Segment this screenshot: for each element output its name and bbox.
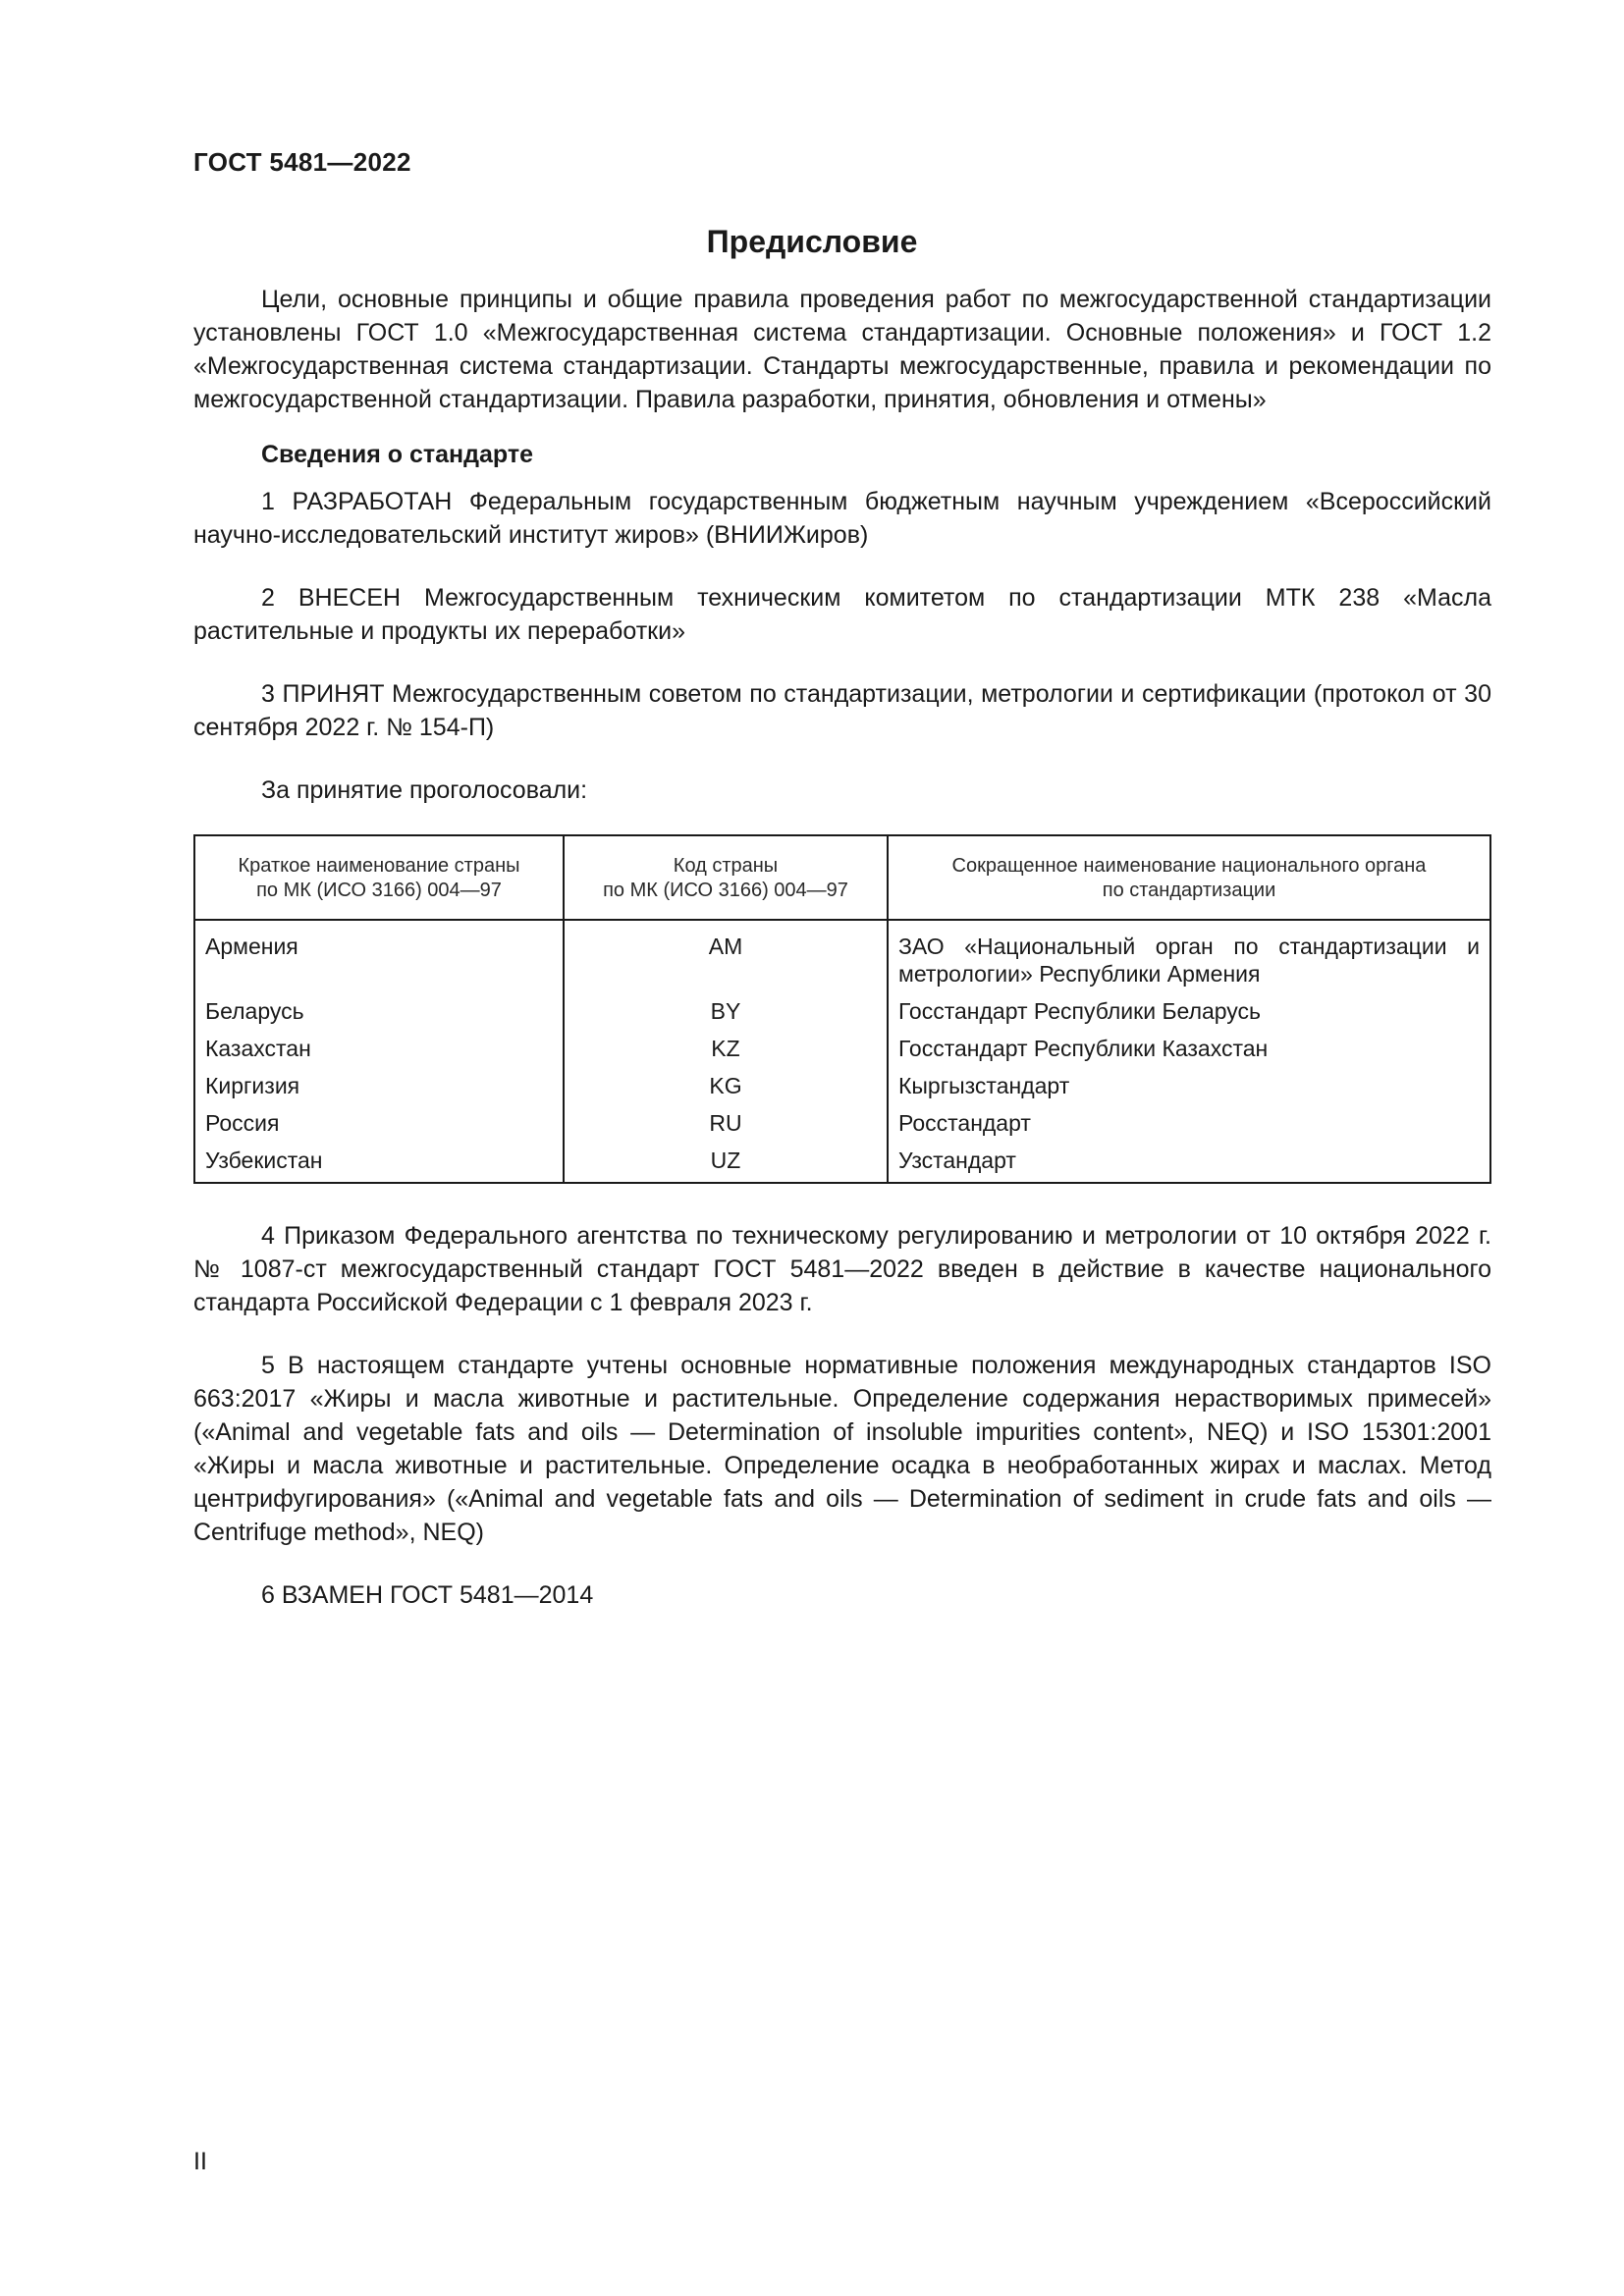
body-cell: ЗАО «Национальный орган по стандартизации и метрологии» Республики Армения	[888, 920, 1490, 992]
item-5-iso-references: 5 В настоящем стандарте учтены основные нормативные положения международных стандартов ISO 663:2017 «Жиры и масла животные и растительные. Определение содержания нерастворимых примесей» («Animal and vegetable fats and oils — Determination of insoluble impurities content», NEQ) и ISO 15301:2001 «Жиры и масла животные и растительные. Определение осадка в необработанных жирах и маслах. Метод центрифугирования» («Animal and vegetable fats and oils — Determination of sediment in crude fats and oils — Centrifuge method», NEQ)	[193, 1352, 1491, 1546]
header-national-body: Сокращенное наименование национального органа по стандартизации	[888, 835, 1490, 920]
country-cell: Киргизия	[194, 1067, 564, 1104]
page-title: Предисловие	[706, 224, 918, 259]
code-cell: BY	[564, 992, 888, 1030]
header-country-code: Код страны по МК (ИСО 3166) 004—97	[564, 835, 888, 920]
country-cell: Узбекистан	[194, 1142, 564, 1183]
item-2-introduced: 2 ВНЕСЕН Межгосударственным техническим комитетом по стандартизации МТК 238 «Масла растительные и продукты их переработки»	[193, 584, 1491, 645]
intro-paragraph: Цели, основные принципы и общие правила проведения работ по межгосударственной стандартизации установлены ГОСТ 1.0 «Межгосударственная система стандартизации. Основные положения» и ГОСТ 1.2 «Межгосударственная система стандартизации. Стандарты межгосударственные, правила и рекомендации по межгосударственной стандартизации. Правила разработки, принятия, обновления и отмены»	[193, 286, 1491, 413]
table-row	[194, 992, 1490, 1030]
voted-label: За принятие проголосовали:	[261, 776, 588, 804]
header-country-name: Краткое наименование страны по МК (ИСО 3166) 004—97	[194, 835, 564, 920]
country-cell: Казахстан	[194, 1030, 564, 1067]
table-row	[194, 1030, 1490, 1067]
body-cell: Узстандарт	[888, 1142, 1490, 1183]
body-cell: Кыргызстандарт	[888, 1067, 1490, 1104]
code-cell: AM	[564, 920, 888, 992]
body-cell: Госстандарт Республики Беларусь	[888, 992, 1490, 1030]
section-title: Сведения о стандарте	[261, 441, 534, 468]
country-cell: Россия	[194, 1104, 564, 1142]
item-3-adopted: 3 ПРИНЯТ Межгосударственным советом по стандартизации, метрологии и сертификации (протокол от 30 сентября 2022 г. № 154-П)	[193, 680, 1491, 741]
table-row	[194, 1067, 1490, 1104]
voting-table	[193, 834, 1491, 1184]
table-row	[194, 1142, 1490, 1183]
document-body	[193, 283, 1491, 1612]
code-cell: RU	[564, 1104, 888, 1142]
code-cell: UZ	[564, 1142, 888, 1183]
item-6-replaces: 6 ВЗАМЕН ГОСТ 5481—2014	[261, 1581, 594, 1609]
item-1-developed: 1 РАЗРАБОТАН Федеральным государственным бюджетным научным учреждением «Всероссийский научно-исследовательский институт жиров» (ВНИИЖиров)	[193, 488, 1491, 549]
code-cell: KZ	[564, 1030, 888, 1067]
country-cell: Армения	[194, 920, 564, 992]
item-4-enacted: 4 Приказом Федерального агентства по техническому регулированию и метрологии от 10 октября 2022 г. № 1087-ст межгосударственный стандарт ГОСТ 5481—2022 введен в действие в качестве национального стандарта Российской Федерации с 1 февраля 2023 г.	[193, 1222, 1491, 1316]
body-cell: Росстандарт	[888, 1104, 1490, 1142]
table-header-row	[194, 835, 1490, 920]
code-cell: KG	[564, 1067, 888, 1104]
document-code-header: ГОСТ 5481—2022	[193, 147, 411, 177]
page-number: II	[193, 2148, 207, 2175]
body-cell: Госстандарт Республики Казахстан	[888, 1030, 1490, 1067]
country-cell: Беларусь	[194, 992, 564, 1030]
table-row	[194, 920, 1490, 992]
table-row	[194, 1104, 1490, 1142]
